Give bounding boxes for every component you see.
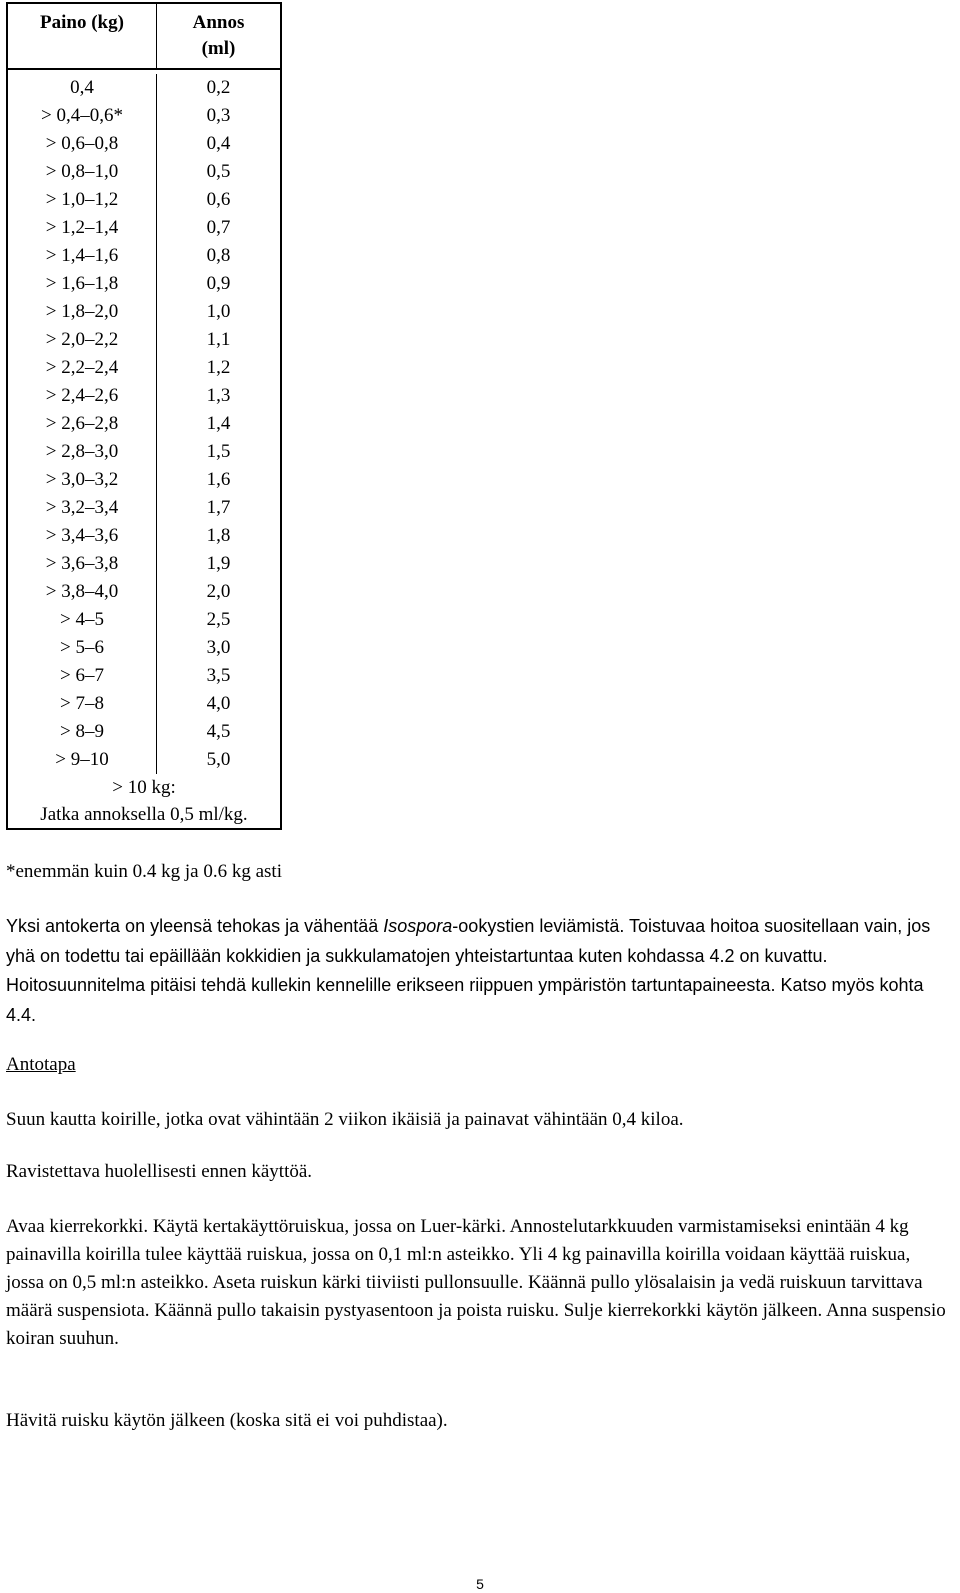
table-row xyxy=(8,522,280,550)
table-row xyxy=(8,242,280,270)
table-row xyxy=(8,214,280,242)
dose-cell: 0,2 xyxy=(206,77,231,98)
dose-cell: 1,2 xyxy=(206,357,231,378)
dosage-table-footer xyxy=(8,774,280,828)
table-row xyxy=(8,662,280,690)
weight-cell: > 2,6–2,8 xyxy=(8,410,157,438)
weight-cell: > 0,6–0,8 xyxy=(8,130,157,158)
dose-cell: 3,0 xyxy=(206,637,231,658)
dose-header-line2: (ml) xyxy=(201,38,236,59)
footer-line1: > 10 kg: xyxy=(112,777,176,798)
dose-cell: 0,6 xyxy=(206,189,231,210)
dose-header-line1: Annos xyxy=(192,12,245,33)
dose-cell: 1,1 xyxy=(206,329,231,350)
table-row xyxy=(8,718,280,746)
paragraph-shake: Ravistettava huolellisesti ennen käyttöä. xyxy=(6,1161,313,1182)
dose-cell: 0,4 xyxy=(206,133,231,154)
weight-cell: > 9–10 xyxy=(8,746,157,774)
table-row xyxy=(8,382,280,410)
dose-cell: 1,3 xyxy=(206,385,231,406)
table-row xyxy=(8,130,280,158)
table-row xyxy=(8,410,280,438)
weight-cell: > 4–5 xyxy=(8,606,157,634)
dose-cell: 4,0 xyxy=(206,693,231,714)
paragraph-efficacy-italic: Isospora xyxy=(383,916,453,936)
dose-column-header xyxy=(157,4,280,68)
weight-cell: > 8–9 xyxy=(8,718,157,746)
dosage-table-header xyxy=(8,4,280,70)
dose-cell: 1,7 xyxy=(206,497,231,518)
weight-cell: > 3,0–3,2 xyxy=(8,466,157,494)
weight-column-header: Paino (kg) xyxy=(8,4,157,68)
paragraph-instructions: Avaa kierrekorkki. Käytä kertakäyttöruiskua, jossa on Luer-kärki. Annostelutarkkuuden varmistamiseksi enintään 4 kg painavilla koirilla tulee käyttää ruiskua, jossa on 0,1 ml:n asteikko. Yli 4 kg painavilla koirilla voidaan käyttää ruiskua, jossa on 0,5 ml:n asteikko. Aseta ruiskun kärki tiiviisti pullonsuulle. Käännä pullo ylösalaisin ja vedä ruiskuun tarvittava määrä suspensiota. Käännä pullo takaisin pystyasentoon ja poista ruisku. Sulje kierrekorkki käytön jälkeen. Anna suspensio koiran suuhun. xyxy=(6,1216,946,1349)
dose-cell: 2,5 xyxy=(206,609,231,630)
weight-cell: > 2,4–2,6 xyxy=(8,382,157,410)
dose-cell: 4,5 xyxy=(206,721,231,742)
dose-cell: 1,6 xyxy=(206,469,231,490)
table-row xyxy=(8,158,280,186)
paragraph-efficacy-start: Yksi antokerta on yleensä tehokas ja vähentää xyxy=(6,916,384,936)
weight-cell: > 1,2–1,4 xyxy=(8,214,157,242)
dose-cell: 1,0 xyxy=(206,301,231,322)
dosage-table xyxy=(6,2,282,830)
dose-cell: 5,0 xyxy=(206,749,231,770)
table-footnote: *enemmän kuin 0.4 kg ja 0.6 kg asti xyxy=(6,861,282,882)
weight-cell: > 7–8 xyxy=(8,690,157,718)
weight-cell: > 1,8–2,0 xyxy=(8,298,157,326)
dose-cell: 0,5 xyxy=(206,161,231,182)
table-row xyxy=(8,354,280,382)
dose-cell: 1,8 xyxy=(206,525,231,546)
weight-cell: > 1,6–1,8 xyxy=(8,270,157,298)
table-row xyxy=(8,466,280,494)
table-row xyxy=(8,690,280,718)
dosage-table-body xyxy=(8,70,280,774)
weight-cell: > 0,4–0,6* xyxy=(8,102,157,130)
paragraph-efficacy-end: -ookystien leviämistä. Toistuvaa hoitoa suositellaan vain, jos yhä on todettu tai epäillään kokkidien ja sukkulamatojen yhteistartuntaa kuten kohdassa 4.2 on kuvattu. Hoitosuunnitelma pitäisi tehdä kullekin kennelille erikseen riippuen ympäristön tartuntapaineesta. Katso myös kohta 4.4. xyxy=(6,916,931,1025)
weight-cell: > 3,2–3,4 xyxy=(8,494,157,522)
weight-cell: > 3,8–4,0 xyxy=(8,578,157,606)
table-row xyxy=(8,326,280,354)
dose-cell: 0,3 xyxy=(206,105,231,126)
dose-cell: 0,9 xyxy=(206,273,231,294)
table-row xyxy=(8,270,280,298)
weight-cell: > 5–6 xyxy=(8,634,157,662)
table-row xyxy=(8,186,280,214)
dose-cell: 1,4 xyxy=(206,413,231,434)
weight-cell: > 6–7 xyxy=(8,662,157,690)
weight-cell: > 3,6–3,8 xyxy=(8,550,157,578)
footer-line2: Jatka annoksella 0,5 ml/kg. xyxy=(40,804,248,825)
page-number: 5 xyxy=(476,1576,484,1592)
table-row xyxy=(8,74,280,102)
dose-cell: 2,0 xyxy=(206,581,231,602)
table-row xyxy=(8,578,280,606)
weight-cell: > 1,4–1,6 xyxy=(8,242,157,270)
weight-cell: > 2,0–2,2 xyxy=(8,326,157,354)
table-row xyxy=(8,298,280,326)
table-row xyxy=(8,634,280,662)
weight-cell: > 3,4–3,6 xyxy=(8,522,157,550)
dose-cell: 3,5 xyxy=(206,665,231,686)
weight-cell: > 2,8–3,0 xyxy=(8,438,157,466)
dose-cell: 1,9 xyxy=(206,553,231,574)
table-row xyxy=(8,550,280,578)
paragraph-efficacy xyxy=(6,912,946,1030)
dose-cell: 0,7 xyxy=(206,217,231,238)
dose-cell: 1,5 xyxy=(206,441,231,462)
weight-cell: > 2,2–2,4 xyxy=(8,354,157,382)
dose-cell: 0,8 xyxy=(206,245,231,266)
table-row xyxy=(8,494,280,522)
weight-cell: 0,4 xyxy=(8,74,157,102)
table-row xyxy=(8,606,280,634)
paragraph-oral-use: Suun kautta koirille, jotka ovat vähintään 2 viikon ikäisiä ja painavat vähintään 0,4 kiloa. xyxy=(6,1109,684,1130)
weight-cell: > 1,0–1,2 xyxy=(8,186,157,214)
table-row xyxy=(8,746,280,774)
table-row xyxy=(8,102,280,130)
paragraph-dispose: Hävitä ruisku käytön jälkeen (koska sitä ei voi puhdistaa). xyxy=(6,1410,448,1431)
table-row xyxy=(8,438,280,466)
section-heading-administration: Antotapa xyxy=(6,1054,76,1075)
weight-cell: > 0,8–1,0 xyxy=(8,158,157,186)
